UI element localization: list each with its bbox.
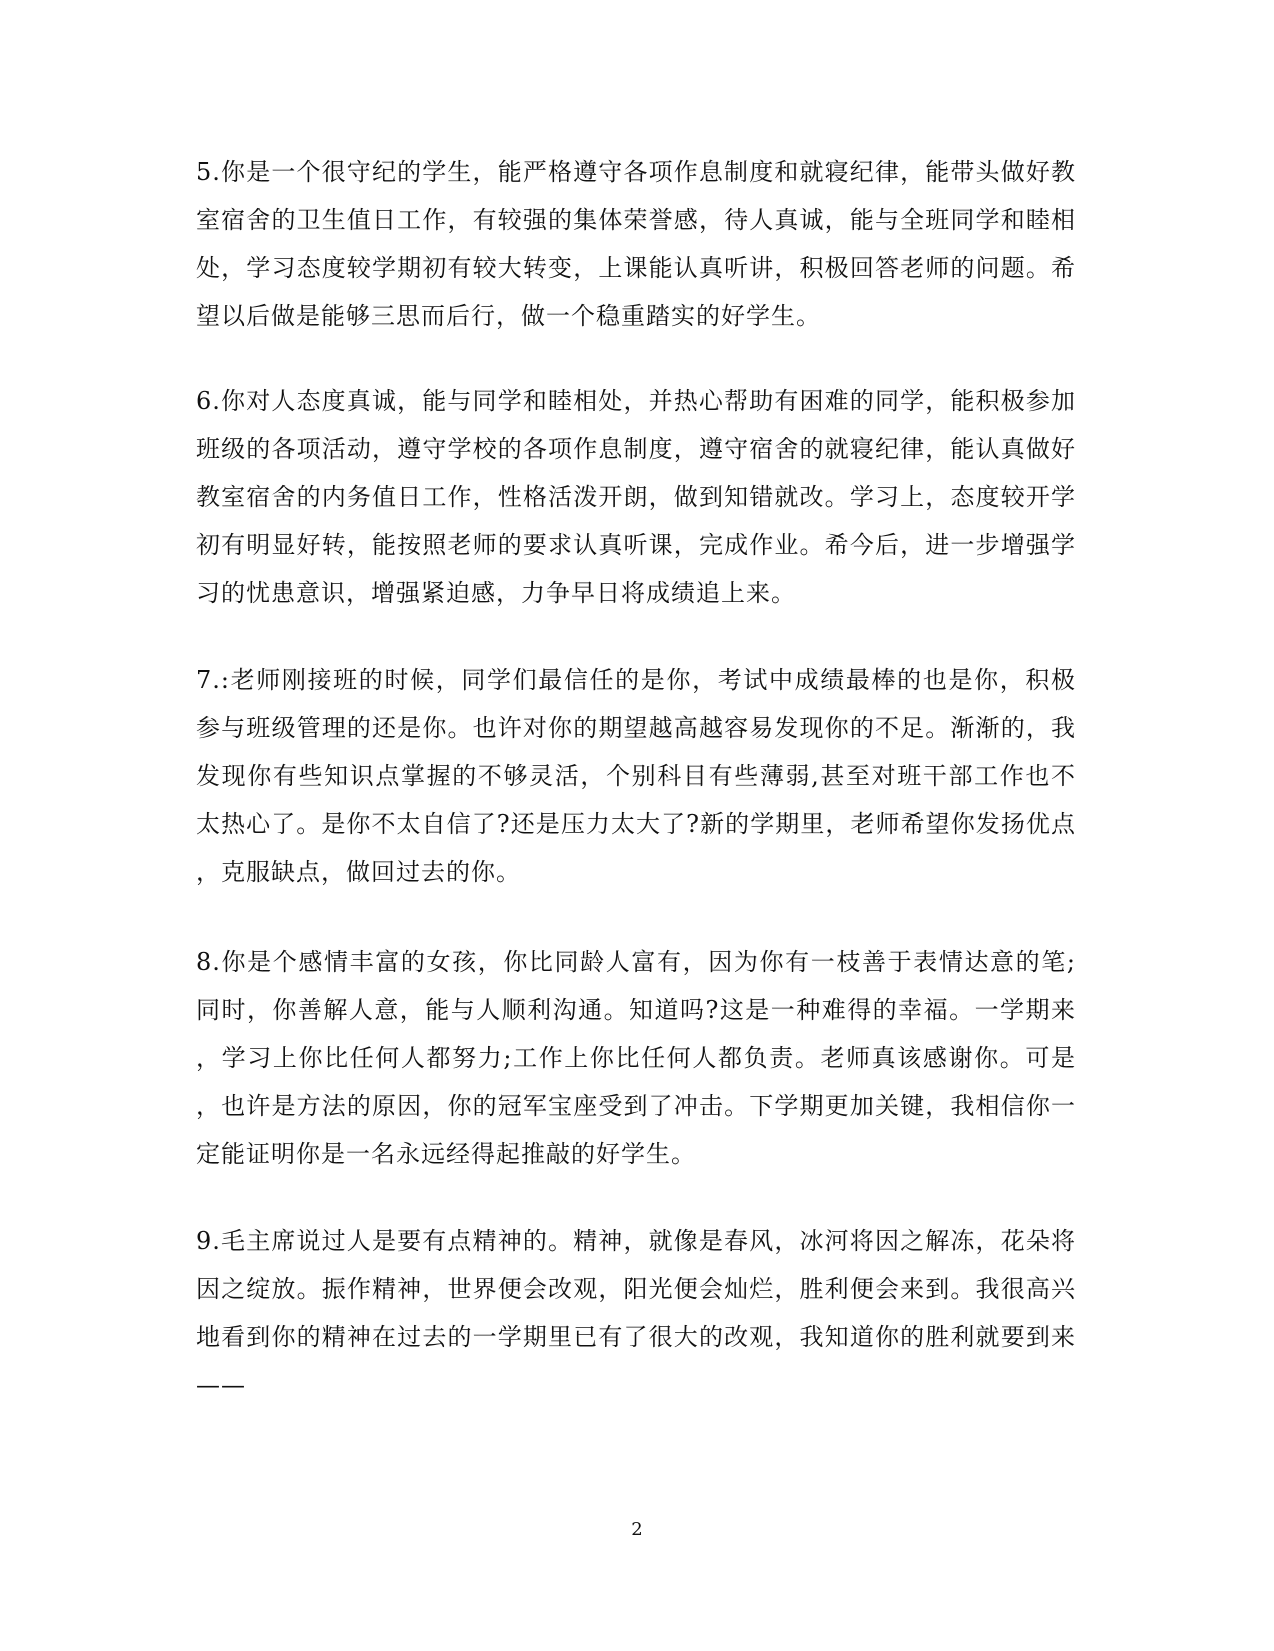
paragraph-line: ，学习上你比任何人都努力;工作上你比任何人都负责。老师真该感谢你。可是 [196,1044,1076,1072]
paragraph-line: 6.你对人态度真诚，能与同学和睦相处，并热心帮助有困难的同学，能积极参加 [196,387,1076,415]
page-number: 2 [631,1519,643,1540]
paragraph-line: 初有明显好转，能按照老师的要求认真听课，完成作业。希今后，进一步增强学 [196,531,1076,559]
paragraph-line: 太热心了。是你不太自信了?还是压力太大了?新的学期里，老师希望你发扬优点 [196,810,1076,838]
paragraph-line: 因之绽放。振作精神，世界便会改观，阳光便会灿烂，胜利便会来到。我很高兴 [196,1275,1076,1303]
paragraph-5 [196,148,1076,340]
paragraph-9 [196,1217,1076,1409]
paragraph-line: 望以后做是能够三思而后行，做一个稳重踏实的好学生。 [196,302,821,330]
paragraph-7 [196,656,1076,896]
paragraph-8 [196,938,1076,1178]
paragraph-6 [196,377,1076,617]
paragraph-line: 发现你有些知识点掌握的不够灵活，个别科目有些薄弱,甚至对班干部工作也不 [196,762,1076,790]
paragraph-line: 教室宿舍的内务值日工作，性格活泼开朗，做到知错就改。学习上，态度较开学 [196,483,1076,511]
paragraph-line: 同时，你善解人意，能与人顺利沟通。知道吗?这是一种难得的幸福。一学期来 [196,996,1076,1024]
paragraph-line: 定能证明你是一名永远经得起推敲的好学生。 [196,1140,696,1168]
paragraph-line: 参与班级管理的还是你。也许对你的期望越高越容易发现你的不足。渐渐的，我 [196,714,1076,742]
paragraph-line: ，也许是方法的原因，你的冠军宝座受到了冲击。下学期更加关键，我相信你一 [196,1092,1076,1120]
paragraph-line: 7.:老师刚接班的时候，同学们最信任的是你，考试中成绩最棒的也是你，积极 [196,666,1076,694]
paragraph-line: 8.你是个感情丰富的女孩，你比同龄人富有，因为你有一枝善于表情达意的笔; [196,948,1076,976]
paragraph-line: 班级的各项活动，遵守学校的各项作息制度，遵守宿舍的就寝纪律，能认真做好 [196,435,1076,463]
paragraph-line: 处，学习态度较学期初有较大转变，上课能认真听讲，积极回答老师的问题。希 [196,254,1076,282]
paragraph-line: 5.你是一个很守纪的学生，能严格遵守各项作息制度和就寝纪律，能带头做好教 [196,158,1076,186]
paragraph-line: —— [196,1371,246,1399]
paragraph-line: ，克服缺点，做回过去的你。 [196,858,521,886]
paragraph-line: 地看到你的精神在过去的一学期里已有了很大的改观，我知道你的胜利就要到来 [196,1323,1076,1351]
paragraph-line: 室宿舍的卫生值日工作，有较强的集体荣誉感，待人真诚，能与全班同学和睦相 [196,206,1076,234]
paragraph-line: 习的忧患意识，增强紧迫感，力争早日将成绩追上来。 [196,579,796,607]
paragraph-line: 9.毛主席说过人是要有点精神的。精神，就像是春风，冰河将因之解冻，花朵将 [196,1227,1076,1255]
